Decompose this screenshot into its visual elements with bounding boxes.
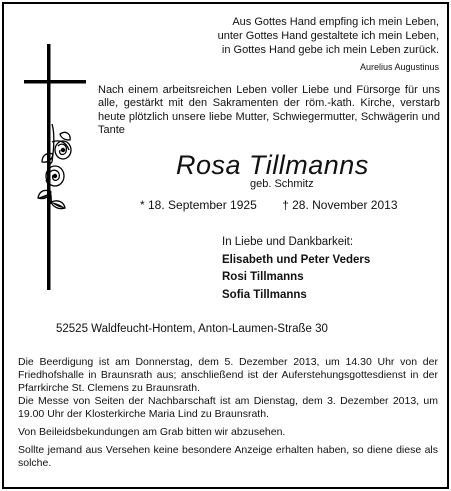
quote-line: unter Gottes Hand gestaltete ich mein Leben, xyxy=(217,30,439,42)
mourners-block xyxy=(222,234,370,304)
notice-note: Sollte jemand aus Versehen keine besondere Anzeige erhalten haben, so diene diese als solche. xyxy=(18,444,438,469)
cross-with-rose-icon xyxy=(22,42,92,292)
footer-notes xyxy=(18,356,438,470)
address: 52525 Waldfeucht-Hontem, Anton-Laumen-Straße 30 xyxy=(56,323,328,335)
birth-name: geb. Schmitz xyxy=(250,178,314,190)
funeral-info: Die Beerdigung ist am Donnerstag, dem 5. Dezember 2013, um 14.30 Uhr von der Friedhofshalle in Braunsrath aus; anschließend ist der Auferstehungsgottesdienst in der Pfarrkirche St. Clemens zu Braunsrath. xyxy=(18,356,438,394)
life-dates xyxy=(140,198,398,212)
deceased-name: Rosa Tillmanns xyxy=(176,150,369,180)
mourners-intro: In Liebe und Dankbarkeit: xyxy=(222,236,354,248)
quote-author: Aurelius Augustinus xyxy=(359,62,439,72)
birth-date: * 18. September 1925 xyxy=(140,198,257,212)
mourner-name: Rosi Tillmanns xyxy=(222,271,304,283)
mourner-name: Elisabeth und Peter Veders xyxy=(222,253,371,266)
intro-text: Nach einem arbeitsreichen Leben voller Liebe und Fürsorge für uns alle, gestärkt mit den Sakramenten der röm.-kath. Kirche, verstarb heute plötzlich unsere liebe Mutter, Schwiegermutter, Schwägerin und Tante xyxy=(98,84,440,137)
quote-block xyxy=(179,15,439,73)
mourner-name: Sofia Tillmanns xyxy=(222,288,307,301)
condolence-note: Von Beileidsbekundungen am Grab bitten wir abzusehen. xyxy=(18,426,286,438)
obituary-notice xyxy=(2,2,449,489)
quote-line: Aus Gottes Hand empfing ich mein Leben, xyxy=(232,16,439,28)
mass-info: Die Messe von Seiten der Nachbarschaft ist am Dienstag, dem 3. Dezember 2013, um 19.00 Uhr der Klosterkirche Maria Lind zu Braunsrath. xyxy=(18,395,438,420)
death-date: † 28. November 2013 xyxy=(282,198,398,212)
quote-line: in Gottes Hand gebe ich mein Leben zurück. xyxy=(221,44,439,56)
